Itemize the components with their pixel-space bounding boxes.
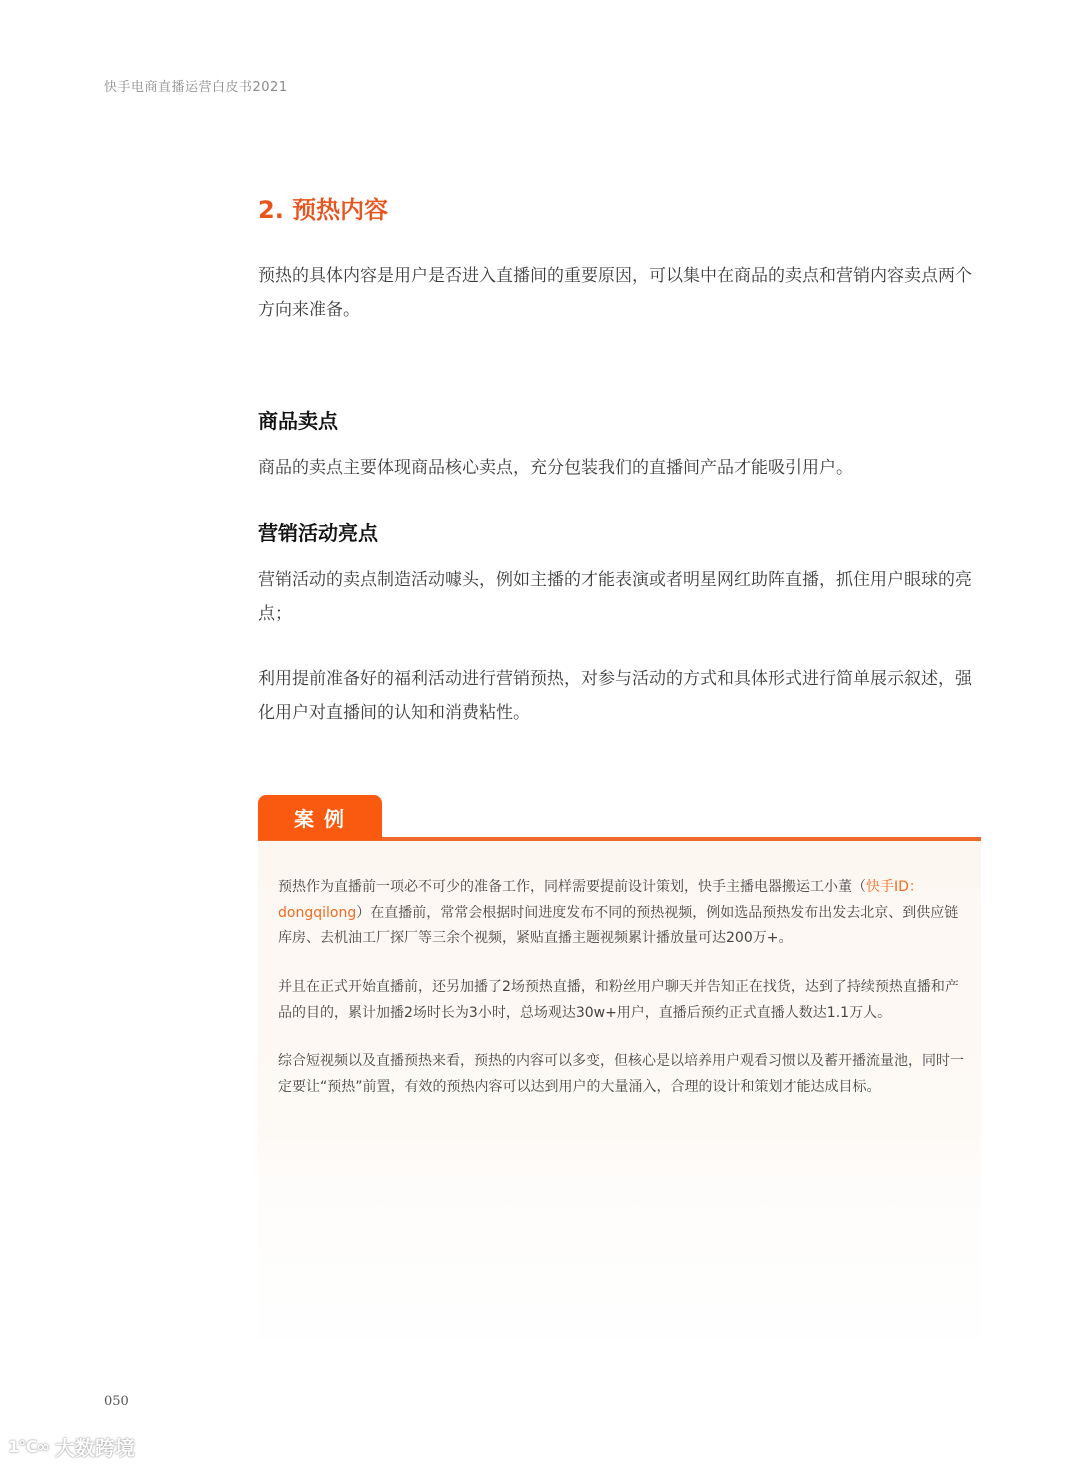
watermark-text: 大数跨境 bbox=[54, 1436, 135, 1460]
kuaishou-id-highlight: 快手ID：dongqilong bbox=[278, 879, 923, 921]
case-paragraph-3: 综合短视频以及直播预热来看，预热的内容可以多变，但核心是以培养用户观看习惯以及蓄开播流量池，同时一定要让“预热”前置，有效的预热内容可以达到用户的大量涌入，合理的设计和策划才能达成目标。 bbox=[278, 1053, 964, 1095]
case-paragraph-1 bbox=[278, 875, 968, 952]
running-header: 快手电商直播运营白皮书2021 bbox=[104, 80, 288, 95]
subsection-heading-product-selling-points: 商品卖点 bbox=[258, 409, 338, 433]
watermark-logo-icon: 1℃∞ bbox=[8, 1437, 49, 1456]
section-title: 2. 预热内容 bbox=[258, 196, 389, 224]
case-text: 预热作为直播前一项必不可少的准备工作，同样需要提前设计策划，快手主播电器搬运工小董（ bbox=[278, 879, 866, 895]
subsection-paragraph: 营销活动的卖点制造活动噱头，例如主播的才能表演或者明星网红助阵直播，抓住用户眼球的亮点； bbox=[258, 570, 972, 624]
subsection-heading-marketing-highlights: 营销活动亮点 bbox=[258, 521, 378, 545]
section-intro: 预热的具体内容是用户是否进入直播间的重要原因，可以集中在商品的卖点和营销内容卖点两个方向来准备。 bbox=[258, 266, 972, 320]
page-number: 050 bbox=[104, 1394, 129, 1409]
case-paragraph-2: 并且在正式开始直播前，还另加播了2场预热直播，和粉丝用户聊天并告知正在找货，达到了持续预热直播和产品的目的，累计加播2场时长为3小时，总场观达30w+用户，直播后预约正式直播人数达1.1万人。 bbox=[278, 979, 959, 1021]
case-text: ）在直播前，常常会根据时间进度发布不同的预热视频，例如选品预热发布出发去北京、到供应链库房、去机油工厂探厂等三余个视频，紧贴直播主题视频累计播放量可达200万+。 bbox=[278, 904, 959, 946]
subsection-paragraph: 利用提前准备好的福利活动进行营销预热，对参与活动的方式和具体形式进行简单展示叙述，强化用户对直播间的认知和消费粘性。 bbox=[258, 669, 972, 723]
subsection-paragraph: 商品的卖点主要体现商品核心卖点，充分包装我们的直播间产品才能吸引用户。 bbox=[258, 458, 853, 478]
case-study-box bbox=[258, 795, 981, 1340]
watermark bbox=[8, 1432, 135, 1461]
case-study-tab: 案例 bbox=[258, 795, 382, 840]
